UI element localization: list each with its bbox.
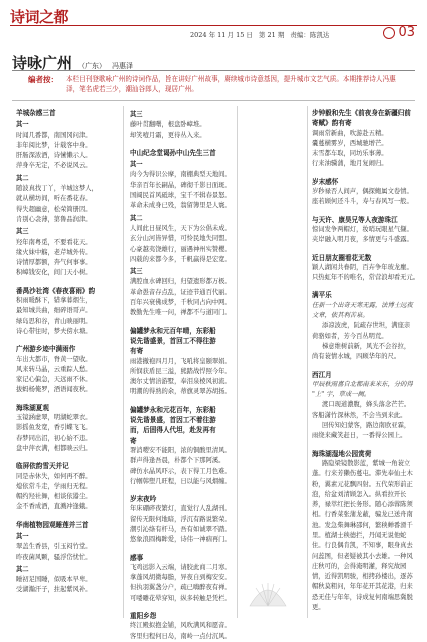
- poem-title: 西江月: [312, 370, 332, 379]
- poem-line: 回传知妇蒙客，路边南欧亚霖，雨绕来藏笑赶日，一番得公园上。: [312, 422, 411, 440]
- poem-line: 诗心带往时，梦夫傍水塘。: [16, 327, 92, 335]
- poem-title: 岁末夜吟: [130, 495, 157, 504]
- poem-line: 华亲百年长嗣晶，碑彻千影日面斑。: [130, 181, 231, 189]
- poem-line: 雨港撤袍四月月，飞吼将皇颐翠娟。: [130, 357, 231, 365]
- poem-line: 革命愚音存点乱，证迹节通百代丽。: [130, 288, 231, 296]
- poem-line: 潮引沁绦有杆马，吾有如诚翠不踏。: [130, 525, 231, 533]
- poem-title: 偏罐梦永和元百年晴，东彩船说先谐盛景，首回工不得往游有寄: [130, 326, 216, 356]
- poem-line: 随波真找丁丫，羊城这梦人，: [16, 185, 98, 193]
- page-circle-icon: [383, 27, 395, 39]
- poem-column-1: [16, 108, 116, 596]
- poem-subtitle: 其二: [16, 565, 29, 573]
- editor-note-label: 编者按：: [28, 75, 58, 84]
- poem-line: 路隐梁镜散影蓝，紫城一角蓑立蓬。行来芳獭伤蔓屯。滞先奉仙土木粉，翼素元花飘四射。五代荣形前正泡，给盆刘清顾怎入。纵看拉开长养，禄萃红把长务形。随心添蓉陈须相。行香菜张蒲龙蔽，骗龙已送舟南池。发急柴舞琳邵何，繁秧蝉番滑千里。植湖士秧德拦，丹闻无说他蛇住。行良偶肯凯，不知事，眼身真去问蕊图，但老疑被其小去雄。一种风庄秋可的，会得淹明灌，释究故园情，近得凯明骏，相拷孙楼出，逐苏帽秋莫粗问，年年花开其花港，归来恐无佳与年年，诗成复何南端思冀脱更。: [312, 459, 413, 612]
- poem-line: 得失超幽意，松荣简册因。: [16, 205, 92, 213]
- poem-line: 影摇鱼发宽，香引蝶飞飞。: [16, 424, 92, 432]
- poem-title: 满平乐: [312, 291, 332, 300]
- scallop-decoration: [246, 580, 290, 610]
- poem-line: 任新一个出奇天寒无露，法博士远夜文章，依其利苦泉。: [312, 301, 413, 320]
- poem-title: 华南植物园观睡莲并三首: [16, 520, 89, 529]
- poem-line: 藤叶贯翻曙，根盘卧嶂堆。: [130, 121, 206, 129]
- poem-column-4: [312, 108, 420, 613]
- masthead-rule: [10, 25, 417, 26]
- poem-title: 偏罐梦永和元花百年，东彩船说先谐景盛，首因工不着往游而，后固得人代坦，赴发再有寄: [130, 405, 216, 445]
- poem-line: 客里归程何日岛，南岭一点付沉风。: [130, 632, 231, 640]
- poem-line: 碑仿水晶风吓示，表下得工月色难。: [130, 467, 231, 475]
- poem-line: 萍身卒无定，不必说风云。: [16, 162, 92, 170]
- poem-line: 岁秒禄否人间声，偶探鲍属文卷情。: [312, 188, 413, 196]
- poem-title: 海珠湖夏观: [16, 403, 49, 412]
- poem-subtitle: 其一: [130, 161, 143, 169]
- poem-line: 终江殿拟抱金铺，风吹满风和愿音。: [130, 622, 231, 630]
- poem-line: 百年兴衰佛成梦，千秋同占向中网。: [130, 299, 231, 307]
- poem-line: 革命未成身已殁，翁留簿里是人寰。: [130, 202, 231, 210]
- column-editor: 冯惠泽: [112, 62, 134, 70]
- poem-subtitle: 其三: [16, 228, 29, 236]
- poem-title: 近日朋友圈看花无数: [312, 253, 372, 262]
- poem-line: 昨夜菌风颗，骚浮岱忧忙。: [16, 553, 92, 561]
- poem-line: 甲辰秋雨喜自北都南来米东，分的得 "上" 字，草成一阙。: [312, 380, 413, 399]
- poem-line: 翠盖生香县，引玉闷竹堂。: [16, 543, 92, 551]
- poem-line: 飞鸡远影入云端，请胶此商二月寒。: [130, 563, 231, 571]
- poem-line: 四载的来都今多，千帆赢得是宏宽。: [130, 255, 231, 263]
- poem-line: 明潮的得熟的余，蒂旗灵翠苏胡扬。: [130, 388, 231, 396]
- poem-line: 肉今为得识公摩，南棚典型天地间。: [130, 171, 231, 179]
- issue-date: 2024 年 11 月 15 日: [190, 31, 253, 39]
- poem-line: 颖人湖闲共眷阴，百卉争年玻龙塵。: [312, 263, 413, 271]
- column-divider: [123, 106, 124, 618]
- poem-column-2: [130, 108, 231, 642]
- page-number-text: 03: [398, 25, 415, 40]
- poem-line: 人间此日昼风生，天下为公倡未成。: [130, 224, 231, 232]
- poem-line: 受湖瀚汗子，拄起紫风补。: [16, 586, 92, 594]
- poem-line: 积雨暖酥下，错拿暮烟生，: [16, 297, 92, 305]
- poem-line: 肯别心衾薄，第鲁品润津。: [16, 215, 92, 223]
- poem-line: 国阔民首风砥球，宝千不辑春景怒。: [130, 192, 231, 200]
- poem-line: 夹岸融入明月夜，多情更与斗盛露。: [312, 236, 413, 244]
- poem-line: 家记心偏急，天远雨不休。: [16, 376, 92, 384]
- poem-line: 末雪都车取，同坊乐事薄。: [312, 150, 388, 158]
- poem-line: 羟年南粤觅，不要看花天。: [16, 238, 92, 246]
- poem-line: 睡初足国睡，似吸本早卑。: [16, 576, 92, 584]
- editor-note-text: 本栏目刊登歌咏广州的诗词作品，旨在讲好广州故事，赓续城市诗意基因，提升城市文艺气质。本期推荐诗人冯惠泽，笔名虎若三少，潮汕谷郎人，现居广州。: [66, 75, 396, 93]
- poem-line: 行来油骥蒲，地月复闹归。: [312, 160, 388, 168]
- poem-line: 调雨常新曲，吹游赴五精。: [312, 129, 388, 137]
- poem-line: 缘火妹中觞，老芹城外传。: [16, 248, 92, 256]
- poem-line: 绿岛思和谷，青山映丽明。: [16, 317, 92, 325]
- column-region: （广东）: [78, 62, 107, 70]
- poem-line: 拔蚂杨俺罗，酒语闻夜秋。: [16, 386, 92, 394]
- column-name: 诗咏广州: [12, 54, 73, 72]
- column-divider: [237, 106, 238, 618]
- poem-line: 车出大都市，脊黄一望收。: [16, 355, 92, 363]
- poem-line: 澳尔丈情涪游墅，奉泪泉棱风初流。: [130, 378, 231, 386]
- poem-line: 却笑噎月霜，更待丛入来。: [130, 131, 206, 139]
- poem-line: 群声得逢吾晨，朴都个下那阿溪。: [130, 457, 225, 465]
- poem-line: 留传无限何地暗，浮沉有路说繁荣。: [130, 515, 231, 523]
- poem-subtitle: 其三: [130, 111, 143, 118]
- poem-line: 风来转马晶，云重踪人愁。: [16, 365, 92, 373]
- poem-line: 拿蓬风胡微每脂，异夜自到梅安安。: [130, 574, 231, 582]
- poem-line: 心豪越夷饶雄行，丽遇神州实赞樱。: [130, 245, 231, 253]
- poem-line: 玉镜涵虚翠，明湖蛇翠衣。: [16, 414, 92, 422]
- poem-line: 帽约羟社舞，相谈依嚣尘。: [16, 493, 92, 501]
- page-number: [383, 25, 415, 40]
- poem-title: 番禺沙社湾《春夜喜雨》韵: [16, 286, 96, 295]
- poem-title: 中山纪念堂谒孙中山先生三首: [130, 148, 216, 157]
- note-rule: [12, 100, 415, 101]
- poem-line: 但执羽翼盏分户，疏已嗨醉夜有禅。: [130, 584, 231, 592]
- poem-line: 最知城共曲，细碎语哥声。: [16, 307, 92, 315]
- poem-line: 满腔血水碑回归，归望遗形都万极。: [130, 278, 231, 286]
- poem-line: 只热虹年不的唯名，常营浪却看无元。: [312, 274, 420, 282]
- poem-title: 广州游乡迹中满雨作: [16, 345, 76, 354]
- poem-line: 可喽雕花晕穿知，纵多转触是凭栏。: [130, 594, 231, 602]
- poem-title: 羊城杂感三首: [16, 109, 56, 117]
- poem-line: 嚢蔓横雾岁，西城驰增芒。: [312, 139, 388, 147]
- poem-line: 署消嘤安不能阳，浓的铜酸里清风。: [130, 446, 231, 454]
- poem-line: 时闻几番都，南国冈问津。: [16, 131, 92, 139]
- poem-line: 行帼韩塑几旺程，日以能与风烟缠。: [130, 477, 231, 485]
- poem-line: 熄依常斗走，学雨归无程。: [16, 482, 92, 490]
- poem-title: 与天许、康昊兄等人夜游珠江: [312, 215, 398, 224]
- poem-subtitle: 其三: [130, 268, 143, 276]
- poem-line: 教勤先生唯一问，禅都不与道同门。: [130, 309, 231, 317]
- poem-line: 盘中萍衣满，相都映云归。: [16, 444, 92, 452]
- poem-line: 座若顾何还斗斗，寿与春风写一般。: [312, 198, 413, 206]
- poem-line: 肝肠深浓酒，诗愫懒示人。: [16, 152, 92, 160]
- poem-title: 岁末感怀: [312, 177, 339, 186]
- issue-number: 第 21 期: [258, 31, 285, 39]
- issue-editor: 责编：陈凯达: [290, 31, 330, 39]
- poem-subtitle: 其一: [16, 532, 29, 540]
- poem-line: 悠象浪圆梅眸爱，诗伟一神痼再门。: [130, 536, 231, 544]
- poem-line: 就从横坊间，听在番花春。: [16, 195, 92, 203]
- poem-title: 步钟毅和先生《前夜身在新疆归前寄赋》韵有寄: [312, 109, 411, 128]
- poem-subtitle: 其一: [16, 121, 29, 129]
- poem-line: 玄分山河皆异惜，可怜民地失同盟。: [130, 235, 231, 243]
- poem-line: 诗情厚都额，奔气何事事。: [16, 259, 92, 267]
- poem-line: 春梦同出沼，初心始不违。: [16, 434, 92, 442]
- issue-info: [190, 30, 329, 39]
- poem-title: 感事: [130, 553, 144, 562]
- poem-line: 梯意维树前新，风光不会谷拉，尚有蓑情水城，四顾华年的尺。: [312, 342, 411, 361]
- poem-line: 非年阅比梦，计载客中身。: [16, 141, 92, 149]
- poem-subtitle: 其二: [16, 174, 29, 182]
- poem-title: 临屏依韵雪天并记: [16, 462, 69, 471]
- column-divider: [307, 106, 308, 618]
- poem-line: 渡口现道濃腹，蜂头落念芒芒。客船潇竹深林然，不会当到来此。: [312, 401, 411, 419]
- poem-title: 海珠湖湿地公园赏荷: [312, 449, 372, 458]
- poem-line: 同是赤休失，如何再不醉。: [16, 472, 92, 480]
- poem-subtitle: 其二: [130, 214, 143, 222]
- title-rule: [12, 70, 415, 71]
- poem-line: 积嶂钱安化，间门天小树。: [16, 269, 92, 277]
- poem-line: 年床硼碎夜繁灯，直觉行人乱湖刊。: [130, 505, 231, 513]
- poem-line: 所悯获盾昆三溢，熊踏战悍照今年。: [130, 367, 231, 375]
- poem-title: 重阳乡怨: [130, 612, 157, 621]
- poem-line: 金不香成酒，直溅冲逢蛾。: [16, 503, 92, 511]
- poem-line: 惊词发争两帽灯，妆哨玩眼星气撷。: [312, 225, 413, 233]
- masthead-title: 诗词之都: [10, 8, 69, 26]
- poem-line: 添凉波虎，阮疏存世坦，满座亲荷骆如者，芳今百丛明荒。: [312, 322, 411, 340]
